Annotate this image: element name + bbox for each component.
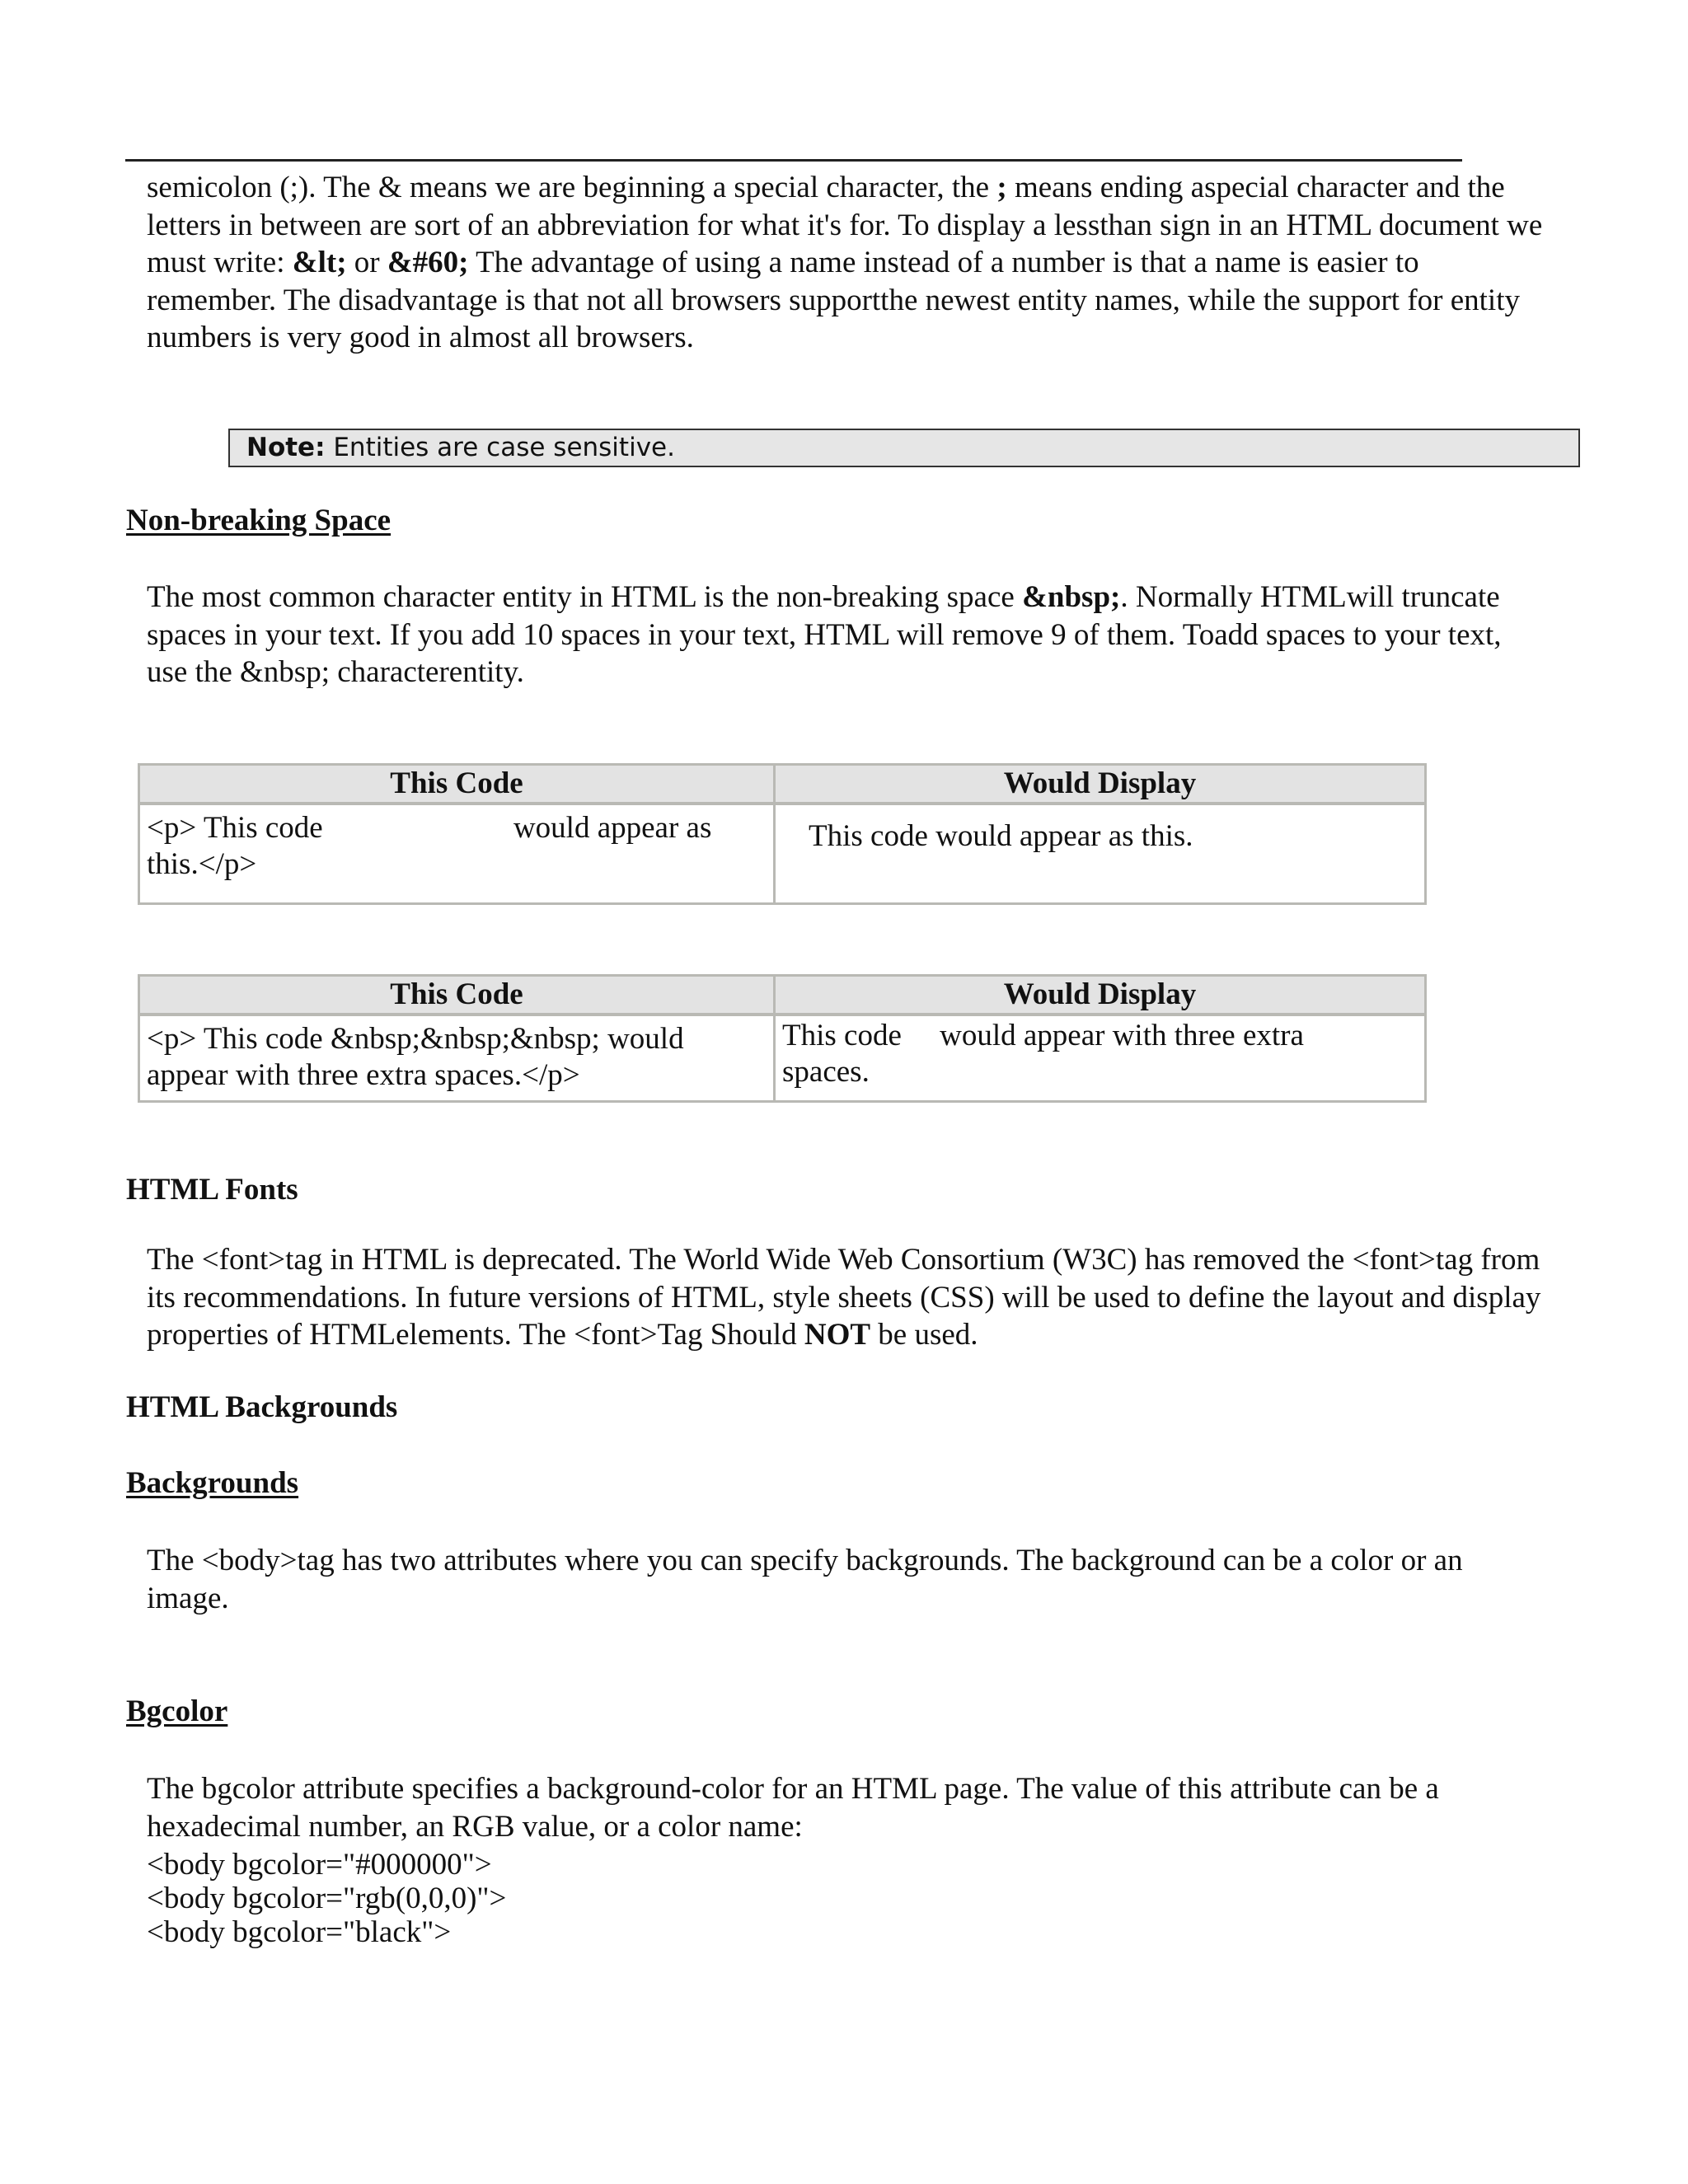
table2-header-code: This Code (139, 976, 775, 1015)
heading-html-backgrounds: HTML Backgrounds (126, 1390, 398, 1424)
code-line-hex: <body bgcolor="#000000"> (147, 1848, 492, 1882)
table1-header-display: Would Display (775, 765, 1426, 804)
table1-display-cell: This code would appear as this. (775, 804, 1426, 904)
table2-header-display: Would Display (775, 976, 1426, 1015)
fonts-paragraph: The <font>tag in HTML is deprecated. The World Wide Web Consortium (W3C) has removed the <font>tag from its recommendations. In future versions of HTML, style sheets (CSS) will be used to define the layout and display properties of HTMLelements. The <font>Tag Should NOT be used. (147, 1243, 1541, 1352)
table2-display-cell: This code would appear with three extra spaces. (775, 1015, 1426, 1102)
table1-code-cell: <p> This code would appear as this.</p> (139, 804, 775, 904)
table1-header-code: This Code (139, 765, 775, 804)
backgrounds-paragraph: The <body>tag has two attributes where you can specify backgrounds. The background can be a color or an image. (147, 1544, 1463, 1615)
code-line-name: <body bgcolor="black"> (147, 1915, 452, 1949)
heading-bgcolor: Bgcolor (126, 1694, 228, 1728)
example-table-1 (138, 763, 1427, 905)
top-rule (125, 159, 1462, 162)
example-table-2 (138, 974, 1427, 1103)
table2-code-cell: <p> This code &nbsp;&nbsp;&nbsp; would appear with three extra spaces.</p> (139, 1015, 775, 1102)
nbsp-paragraph: The most common character entity in HTML is the non-breaking space &nbsp;. Normally HTMLwill truncate spaces in your text. If you add 10 spaces in your text, HTML will remove 9 of them. Toadd spaces to your text, use the &nbsp; characterentity. (147, 580, 1502, 689)
note-text: Entities are case sensitive. (325, 433, 675, 462)
code-line-rgb: <body bgcolor="rgb(0,0,0)"> (147, 1882, 507, 1915)
heading-backgrounds: Backgrounds (126, 1466, 299, 1500)
heading-non-breaking-space: Non-breaking Space (126, 504, 392, 537)
heading-html-fonts: HTML Fonts (126, 1173, 298, 1207)
bgcolor-paragraph: The bgcolor attribute specifies a background-color for an HTML page. The value of this attribute can be a hexadecimal number, an RGB value, or a color name: (147, 1772, 1439, 1844)
note-label: Note: (246, 433, 326, 462)
intro-paragraph: semicolon (;). The & means we are beginning a special character, the ; means ending aspecial character and the letters in between are sort of an abbreviation for what it's for. To display a lessthan sign in an HTML document we must write: &lt; or &#60; The advantage of using a name instead of a number is that a name is easier to remember. The disadvantage is that not all browsers supportthe newest entity names, while the support for entity numbers is very good in almost all browsers. (147, 171, 1543, 354)
note-box (228, 429, 1580, 467)
